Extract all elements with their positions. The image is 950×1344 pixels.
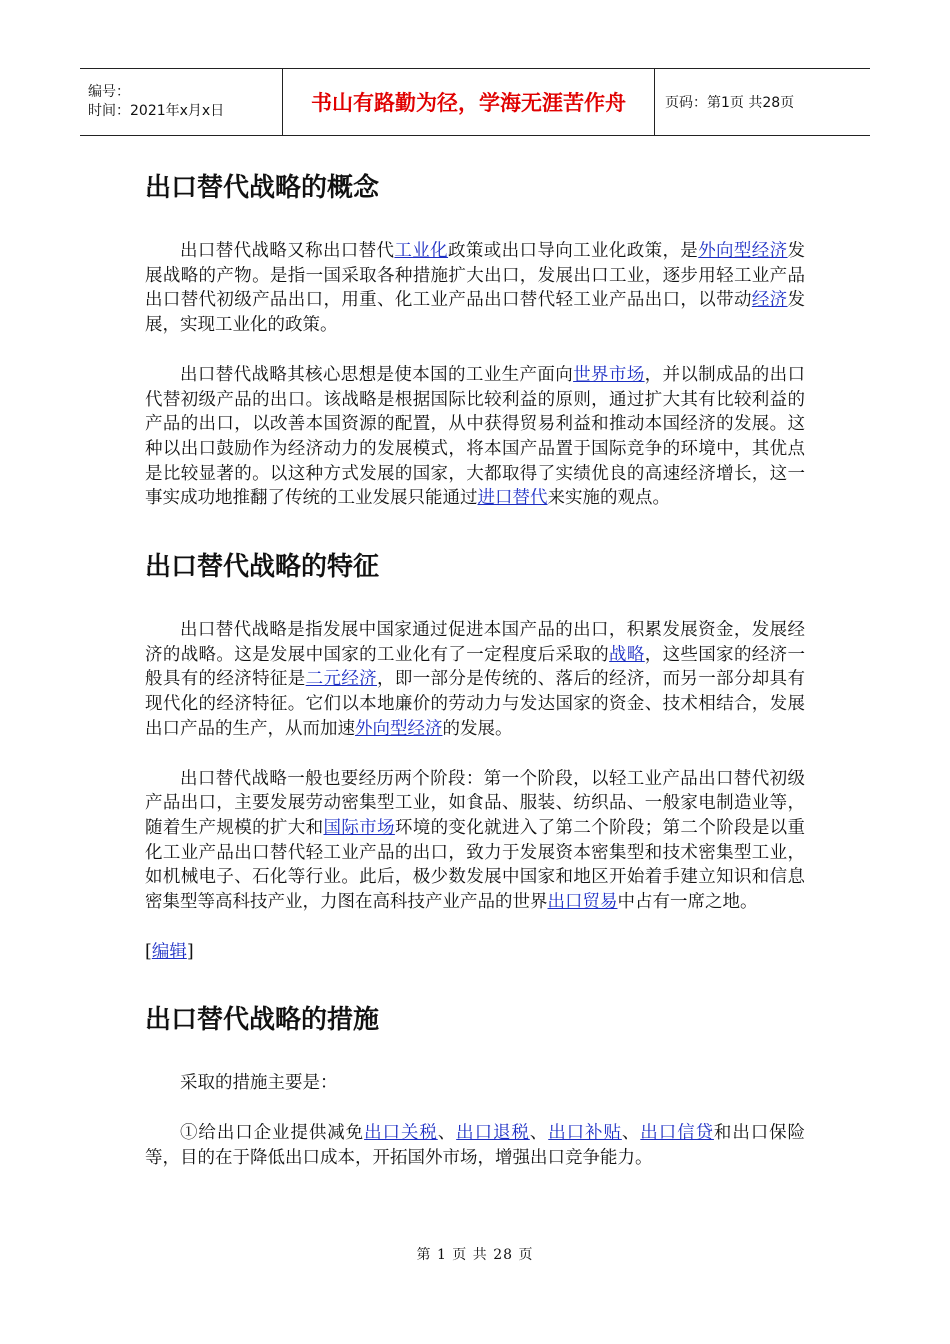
text-run: 出口替代战略是指发展中国家通过促进本国产品的出口，积累发展资金，发展经济的战略。这是发展中国家的工业化有了一定程度后采取的 [145, 620, 805, 665]
header-motto: 书山有路勤为径，学海无涯苦作舟 [283, 69, 655, 135]
page-footer: 第 1 页 共 28 页 [416, 1247, 534, 1263]
edit-link[interactable]: 编辑 [151, 941, 187, 962]
header-page-count: 页码：第1页 共28页 [665, 95, 795, 111]
text-run: ①给出口企业提供减免 [180, 1123, 365, 1144]
paragraph [145, 767, 805, 915]
document-number: 编号： [88, 84, 130, 100]
inline-link[interactable]: 世界市场 [573, 364, 645, 385]
text-run: 出口替代战略又称出口替代 [180, 241, 395, 261]
text-run: 、 [621, 1123, 641, 1144]
text-run: 的发展。 [442, 718, 513, 739]
inline-link[interactable]: 进口替代 [477, 488, 548, 509]
inline-link[interactable]: 战略 [609, 644, 645, 665]
inline-link[interactable]: 工业化 [394, 241, 449, 261]
inline-link[interactable]: 出口补贴 [548, 1123, 622, 1144]
inline-link[interactable]: 二元经济 [305, 669, 378, 690]
paragraph [145, 1121, 805, 1170]
page-header [80, 68, 870, 136]
inline-link[interactable]: 外向型经济 [355, 718, 443, 739]
document-body [145, 160, 805, 1171]
document-time: 时间：2021年x月x日 [88, 103, 225, 119]
edit-link-row: [编辑] [145, 941, 194, 962]
text-run: 发展，实现工业化的政策。 [145, 290, 806, 336]
text-run: 、 [437, 1123, 457, 1144]
header-meta [80, 69, 283, 135]
paragraph [145, 1071, 805, 1096]
text-run: 中占有一席之地。 [617, 892, 758, 913]
text-run: ，这些国家的经济一般具有的经济特征是 [145, 644, 806, 690]
paragraph [145, 363, 805, 511]
text-run: 发展战略的产物。是指一国采取各种措施扩大出口，发展出口工业，逐步用轻工业产品出口替代初级产品出口，用重、化工业产品出口替代轻工业产品出口，以带动 [145, 241, 806, 311]
section-title-features: 出口替代战略的特征 [145, 552, 380, 583]
paragraph [145, 618, 805, 742]
text-run: 环境的变化就进入了第二个阶段；第二个阶段是以重化工业产品出口替代轻工业产品的出口，致力于发展资本密集型和技术密集型工业，如机械电子、石化等行业。此后，极少数发展中国家和地区开始着手建立知识和信息密集型等高科技产业，力图在高科技产业产品的世界 [145, 817, 806, 913]
text-run: 出口替代战略一般也要经历两个阶段：第一个阶段，以轻工业产品出口替代初级产品出口，主要发展劳动密集型工业，如食品、服装、纺织品、一般家电制造业等，随着生产规模的扩大和 [145, 768, 805, 838]
inline-link[interactable]: 出口贸易 [547, 892, 618, 913]
text-run: 、 [529, 1123, 549, 1144]
section-title-measures: 出口替代战略的措施 [145, 1005, 380, 1036]
text-run: ，即一部分是传统的、落后的经济，而另一部分却具有现代化的经济特征。它们以本地廉价的劳动力与发达国家的资金、技术相结合，发展出口产品的生产，从而加速 [145, 669, 805, 739]
text-run: 和出口保险等，目的在于降低出口成本，开拓国外市场，增强出口竞争能力。 [145, 1123, 806, 1168]
inline-link[interactable]: 出口退税 [456, 1123, 530, 1144]
inline-link[interactable]: 出口信贷 [640, 1123, 714, 1144]
text-run: 出口替代战略其核心思想是使本国的工业生产面向 [180, 364, 574, 385]
text-run: 采取的措施主要是： [180, 1073, 338, 1094]
section-title-concept: 出口替代战略的概念 [145, 173, 380, 203]
inline-link[interactable]: 外向型经济 [698, 241, 788, 261]
inline-link[interactable]: 经济 [751, 290, 788, 311]
text-run: 来实施的观点。 [547, 488, 670, 509]
paragraph [145, 239, 805, 338]
inline-link[interactable]: 国际市场 [323, 817, 395, 838]
text-run: ，并以制成品的出口代替初级产品的出口。该战略是根据国际比较利益的原则，通过扩大其有比较利益的产品的出口，以改善本国资源的配置，从中获得贸易利益和推动本国经济的发展。这种以出口鼓励作为经济动力的发展模式，将本国产品置于国际竞争的环境中，其优点是比较显著的。以这种方式发展的国家，大都取得了实绩优良的高速经济增长，这一事实成功地推翻了传统的工业发展只能通过 [145, 364, 806, 509]
text-run: 政策或出口导向工业化政策，是 [448, 241, 699, 261]
inline-link[interactable]: 出口关税 [364, 1123, 438, 1144]
